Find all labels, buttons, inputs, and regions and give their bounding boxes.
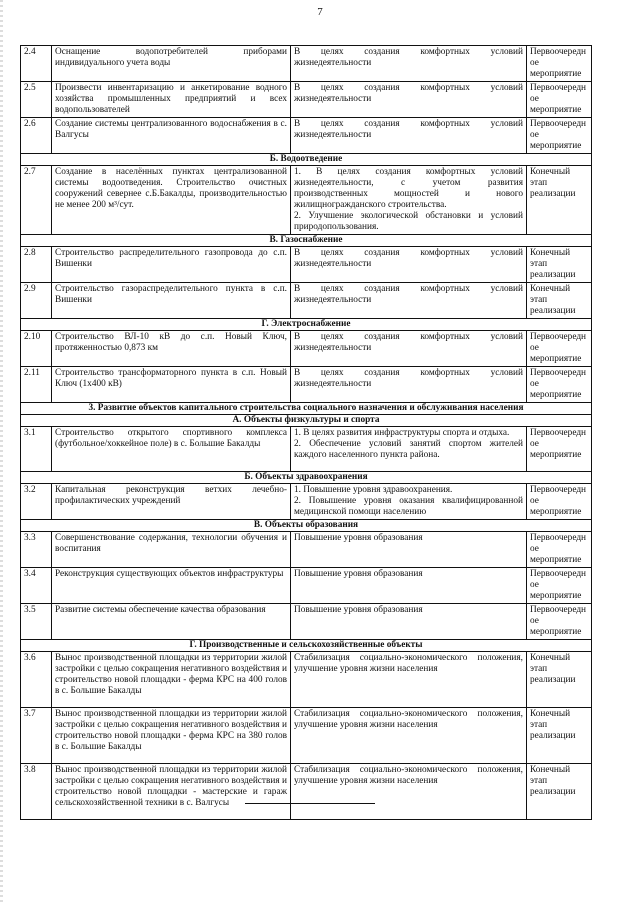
row-stage: Первоочередное мероприятие (527, 367, 592, 403)
table-row (21, 652, 592, 708)
row-object: Строительство трансформаторного пункта в с.п. Новый Ключ (1х400 кВ) (52, 367, 291, 403)
row-stage: Конечный этап реализации (527, 166, 592, 235)
row-goal: Стабилизация социально-экономического положения, улучшение уровня жизни населения (291, 708, 527, 764)
section-header: Г. Производственные и сельскохозяйственные объекты (21, 640, 592, 652)
row-number: 2.6 (21, 118, 52, 154)
table-row (21, 764, 592, 820)
row-goal: В целях создания комфортных условий жизнедеятельности (291, 283, 527, 319)
row-stage: Первоочередное мероприятие (527, 484, 592, 520)
row-number: 3.5 (21, 604, 52, 640)
row-object: Строительство газораспределительного пункта в с.п. Вишенки (52, 283, 291, 319)
row-stage: Первоочередное мероприятие (527, 604, 592, 640)
section-header-row (21, 520, 592, 532)
section-header: В. Объекты образования (21, 520, 592, 532)
row-goal: В целях создания комфортных условий жизнедеятельности (291, 118, 527, 154)
row-object: Строительство открытого спортивного комплекса (футбольное/хоккейное поле) в с. Большие Бакалды (52, 427, 291, 472)
row-number: 2.7 (21, 166, 52, 235)
row-stage: Конечный этап реализации (527, 247, 592, 283)
table-row (21, 247, 592, 283)
row-goal: В целях создания комфортных условий жизнедеятельности (291, 331, 527, 367)
row-goal: В целях создания комфортных условий жизнедеятельности (291, 247, 527, 283)
row-object: Произвести инвентаризацию и анкетирование водного хозяйства промышленных предприятий и всех водопользователей (52, 82, 291, 118)
row-object: Вынос производственной площадки из территории жилой застройки с целью сокращения негативного воздействия и строительство новой площадки - ферма КРС на 380 голов в с. Большие Бакалды (52, 708, 291, 764)
table-row (21, 484, 592, 520)
row-object: Создание системы централизованного водоснабжения в с. Валгусы (52, 118, 291, 154)
row-stage: Первоочередное мероприятие (527, 118, 592, 154)
row-goal: В целях создания комфортных условий жизнедеятельности (291, 46, 527, 82)
row-number: 2.8 (21, 247, 52, 283)
row-stage: Конечный этап реализации (527, 708, 592, 764)
row-goal: Стабилизация социально-экономического положения, улучшение уровня жизни населения (291, 764, 527, 820)
table-body (21, 46, 592, 820)
section-header: А. Объекты физкультуры и спорта (21, 415, 592, 427)
scan-edge (0, 0, 3, 905)
table-row (21, 331, 592, 367)
table-row (21, 46, 592, 82)
table-row (21, 532, 592, 568)
section-header-row (21, 472, 592, 484)
row-number: 2.10 (21, 331, 52, 367)
row-goal: 1. В целях создания комфортных условий жизнедеятельности, с учетом развития производственных мощностей и нового жилищногражданского строительства. 2. Улучшение экологической обстановки и условий природопользования. (291, 166, 527, 235)
row-number: 2.5 (21, 82, 52, 118)
row-object: Оснащение водопотребителей приборами индивидуального учета воды (52, 46, 291, 82)
row-goal: 1. Повышение уровня здравоохранения. 2. Повышение уровня оказания квалифицированной медицинской помощи населению (291, 484, 527, 520)
table-row (21, 166, 592, 235)
row-object: Развитие системы обеспечение качества образования (52, 604, 291, 640)
page-number: 7 (317, 6, 323, 18)
row-number: 3.7 (21, 708, 52, 764)
row-stage: Первоочередное мероприятие (527, 82, 592, 118)
row-stage: Первоочередное мероприятие (527, 532, 592, 568)
row-goal: 1. В целях развития инфраструктуры спорта и отдыха. 2. Обеспечение условий занятий спортом жителей каждого населенного пункта района. (291, 427, 527, 472)
row-number: 3.2 (21, 484, 52, 520)
section-header-row (21, 640, 592, 652)
row-goal: Стабилизация социально-экономического положения, улучшение уровня жизни населения (291, 652, 527, 708)
row-stage: Конечный этап реализации (527, 283, 592, 319)
table-row (21, 118, 592, 154)
section-header: Г. Электроснабжение (21, 319, 592, 331)
row-goal: Повышение уровня образования (291, 568, 527, 604)
section-header: 3. Развитие объектов капитального строительства социального назначения и обслуживания населения (21, 403, 592, 415)
section-header-row (21, 319, 592, 331)
table-row (21, 604, 592, 640)
table-row (21, 367, 592, 403)
row-object: Вынос производственной площадки из территории жилой застройки с целью сокращения негативного воздействия и строительство новой площадки - ферма КРС на 400 голов в с. Большие Бакалды (52, 652, 291, 708)
table-row (21, 427, 592, 472)
section-header-row (21, 415, 592, 427)
section-header: Б. Объекты здравоохранения (21, 472, 592, 484)
row-stage: Первоочередное мероприятие (527, 427, 592, 472)
row-stage: Конечный этап реализации (527, 764, 592, 820)
row-object: Капитальная реконструкция ветхих лечебно-профилактических учреждений (52, 484, 291, 520)
section-header: В. Газоснабжение (21, 235, 592, 247)
row-number: 2.9 (21, 283, 52, 319)
row-number: 2.4 (21, 46, 52, 82)
row-number: 2.11 (21, 367, 52, 403)
row-number: 3.4 (21, 568, 52, 604)
row-object: Вынос производственной площадки из территории жилой застройки с целью сокращения негативного воздействия и строительство новой площадки - мастерские и гараж сельскохозяйственной техники в с. Валгусы (52, 764, 291, 820)
row-stage: Первоочередное мероприятие (527, 568, 592, 604)
table-row (21, 82, 592, 118)
row-object: Строительство ВЛ-10 кВ до с.п. Новый Ключ, протяженностью 0,873 км (52, 331, 291, 367)
row-number: 3.1 (21, 427, 52, 472)
table-row (21, 568, 592, 604)
section-header: Б. Водоотведение (21, 154, 592, 166)
row-goal: Повышение уровня образования (291, 532, 527, 568)
row-number: 3.6 (21, 652, 52, 708)
row-stage: Первоочередное мероприятие (527, 331, 592, 367)
row-goal: В целях создания комфортных условий жизнедеятельности (291, 82, 527, 118)
row-object: Совершенствование содержания, технологии обучения и воспитания (52, 532, 291, 568)
row-stage: Первоочередное мероприятие (527, 46, 592, 82)
section-header-row (21, 403, 592, 415)
section-header-row (21, 154, 592, 166)
row-goal: Повышение уровня образования (291, 604, 527, 640)
signature-line (245, 803, 375, 804)
row-object: Строительство распределительного газопровода до с.п. Вишенки (52, 247, 291, 283)
section-header-row (21, 235, 592, 247)
row-number: 3.8 (21, 764, 52, 820)
row-goal: В целях создания комфортных условий жизнедеятельности (291, 367, 527, 403)
row-object: Создание в населённых пунктах централизованной системы водоотведения. Строительство очистных сооружений севернее с.Б.Бакалды, производительностью не менее 200 м³/сут. (52, 166, 291, 235)
row-stage: Конечный этап реализации (527, 652, 592, 708)
row-number: 3.3 (21, 532, 52, 568)
row-object: Реконструкция существующих объектов инфраструктуры (52, 568, 291, 604)
measures-table (20, 45, 592, 820)
table-row (21, 283, 592, 319)
table-row (21, 708, 592, 764)
